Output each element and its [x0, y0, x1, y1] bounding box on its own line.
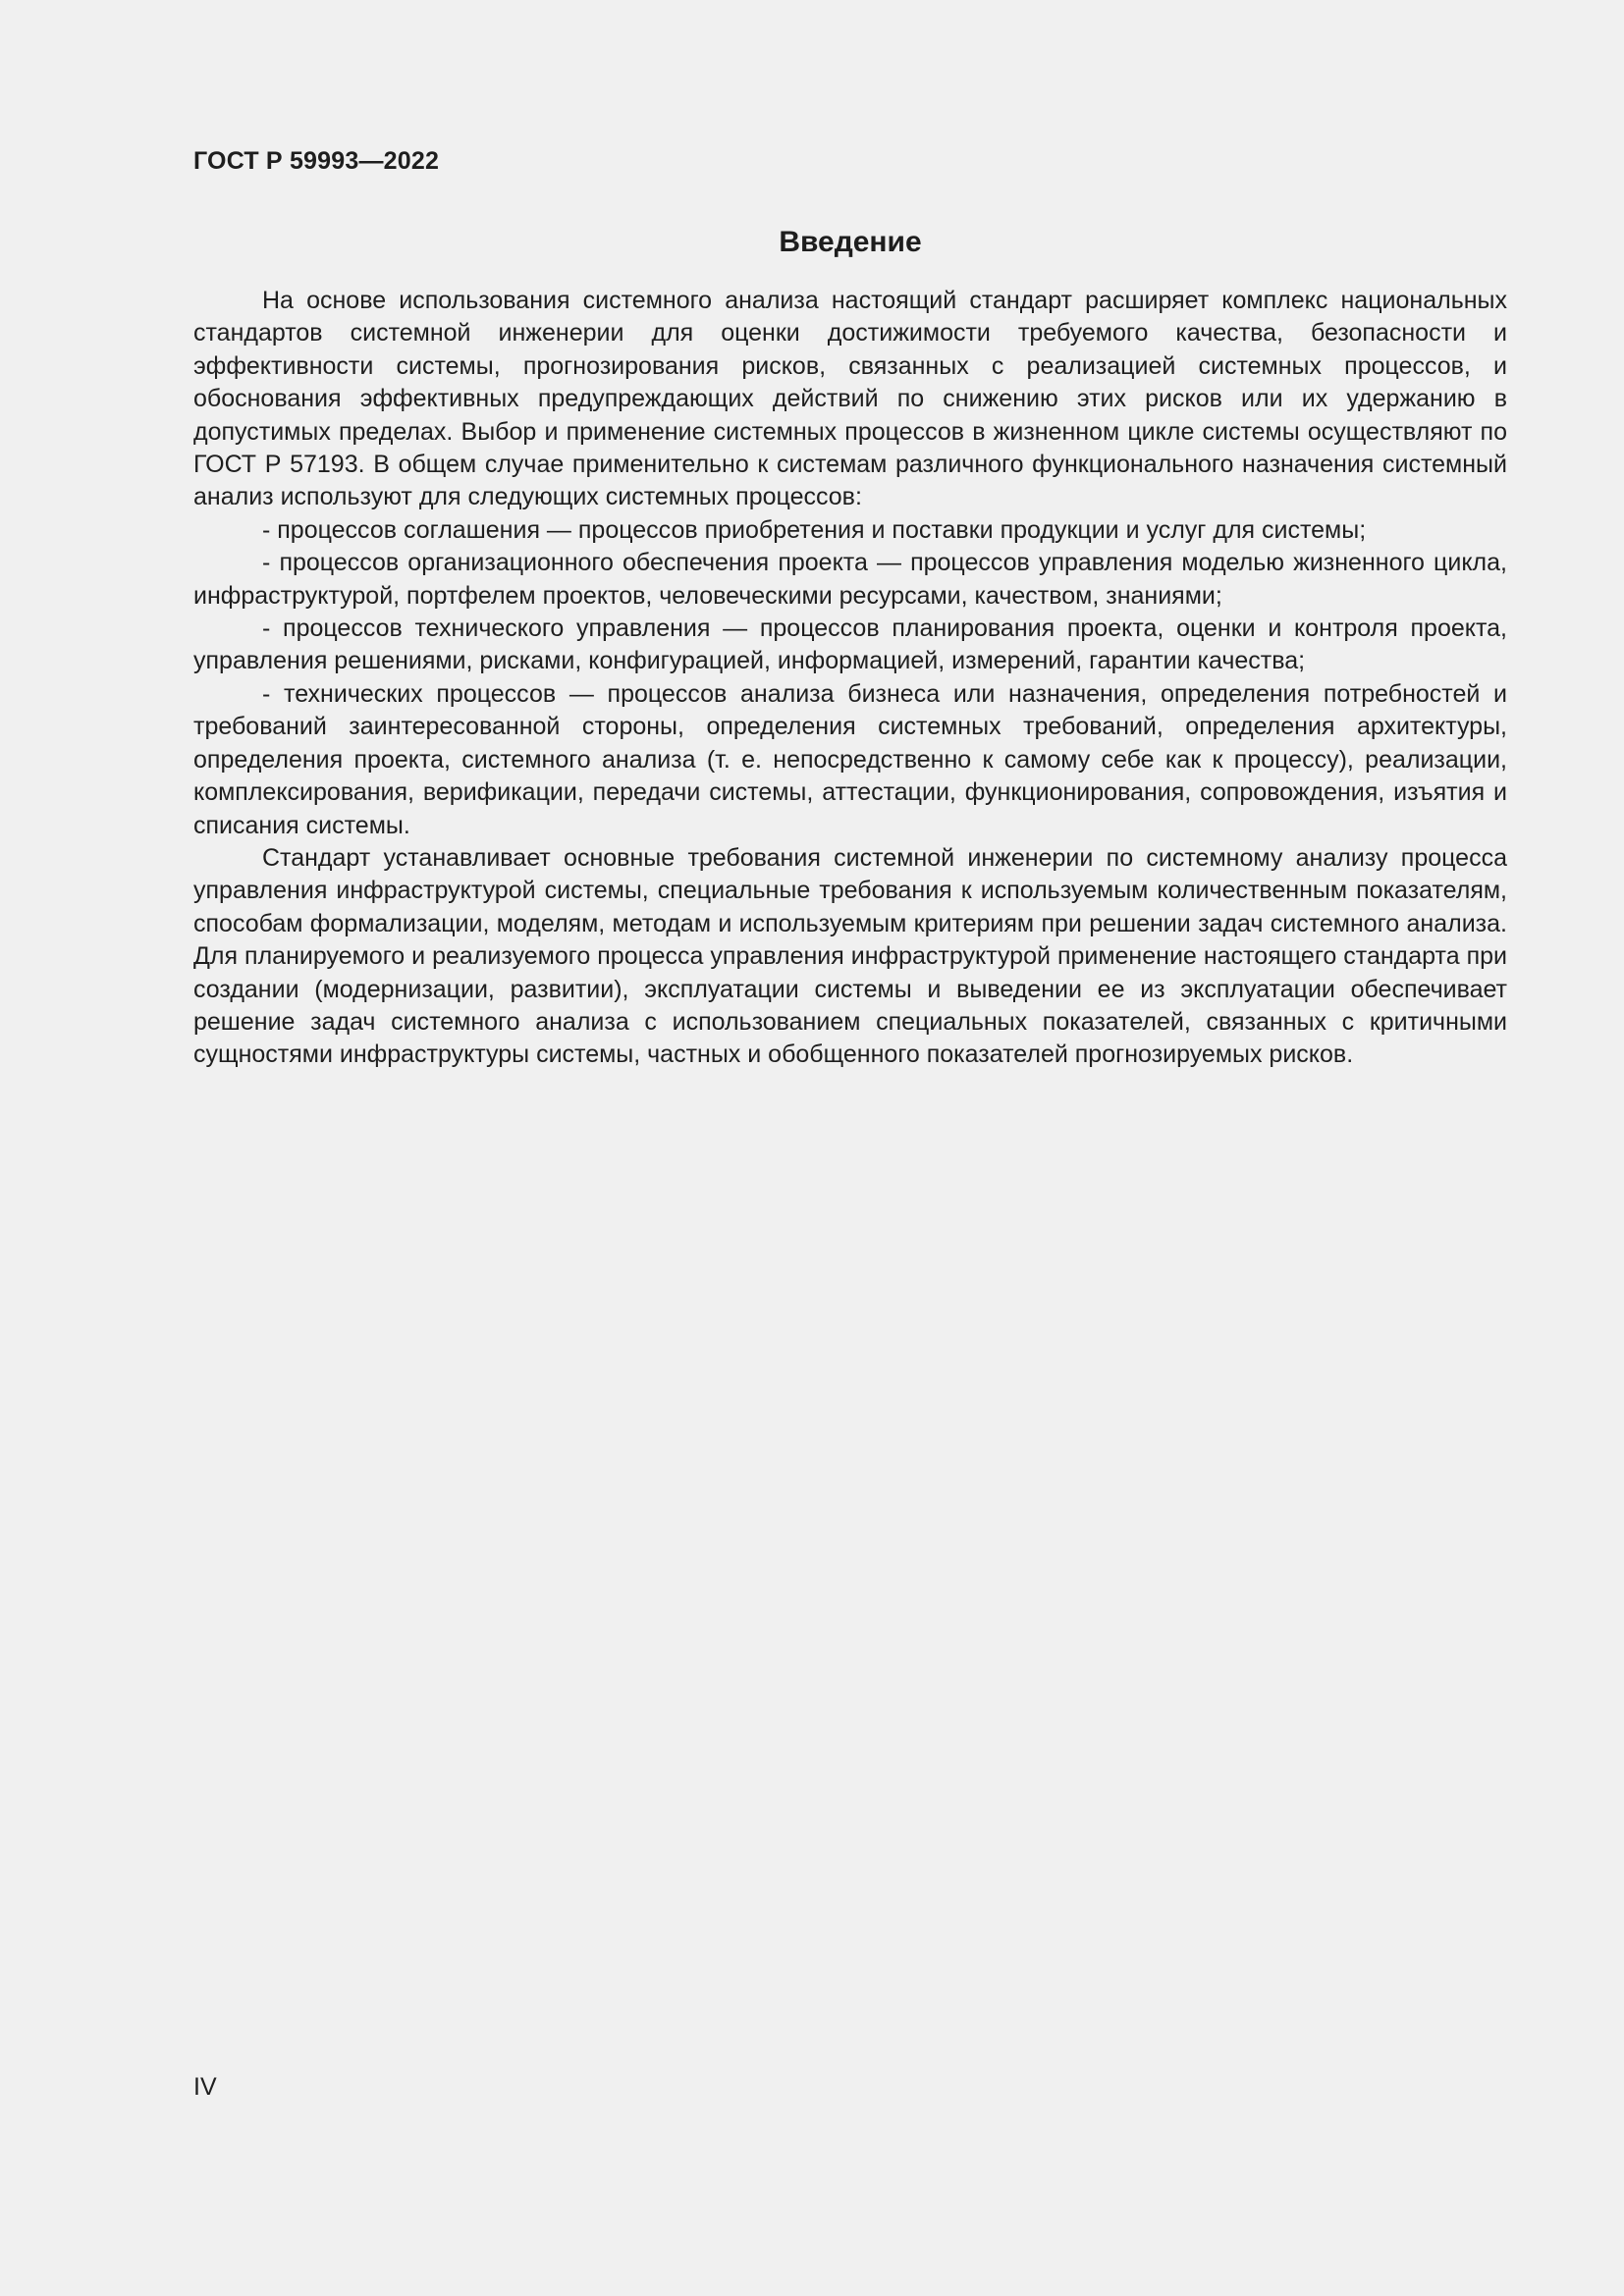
list-item-technical-management-processes: - процессов технического управления — процессов планирования проекта, оценки и контроля проекта, управления решениями, рисками, конфигурацией, информацией, измерений, гарантии качества; — [193, 614, 1507, 675]
section-title: Введение — [779, 226, 922, 258]
page-number: IV — [193, 2073, 217, 2101]
list-item-organizational-processes: - процессов организационного обеспечения проекта — процессов управления моделью жизненного цикла, инфраструктурой, портфелем проектов, человеческими ресурсами, качеством, знаниями; — [193, 549, 1507, 610]
section-body — [193, 285, 1507, 1072]
intro-paragraph: На основе использования системного анализа настоящий стандарт расширяет комплекс национальных стандартов системной инженерии для оценки достижимости требуемого качества, безопасности и эффективности системы, прогнозирования рисков, связанных с реализацией системных процессов, и обоснования эффективных предупреждающих действий по снижению этих рисков или их удержанию в допустимых пределах. Выбор и применение системных процессов в жизненном цикле системы осуществляют по ГОСТ Р 57193. В общем случае применительно к системам различного функционального назначения системный анализ используют для следующих системных процессов: — [193, 287, 1507, 511]
document-code: ГОСТ Р 59993—2022 — [193, 147, 440, 175]
standard-scope-paragraph: Стандарт устанавливает основные требования системной инженерии по системному анализу процесса управления инфраструктурой системы, специальные требования к используемым количественным показателям, способам формализации, моделям, методам и используемым критериям при решении задач системного анализа. Для планируемого и реализуемого процесса управления инфраструктурой применение настоящего стандарта при создании (модернизации, развитии), эксплуатации системы и выведении ее из эксплуатации обеспечивает решение задач системного анализа с использованием специальных показателей, связанных с критичными сущностями инфраструктуры системы, частных и обобщенного показателей прогнозируемых рисков. — [193, 843, 1507, 1069]
list-item-technical-processes: - технических процессов — процессов анализа бизнеса или назначения, определения потребностей и требований заинтересованной стороны, определения системных требований, определения архитектуры, определения проекта, системного анализа (т. е. непосредственно к самому себе как к процессу), реализации, комплексирования, верификации, передачи системы, аттестации, функционирования, сопровождения, изъятия и списания системы. — [193, 679, 1507, 839]
list-item-agreement-processes: - процессов соглашения — процессов приобретения и поставки продукции и услуг для системы; — [262, 515, 1367, 544]
